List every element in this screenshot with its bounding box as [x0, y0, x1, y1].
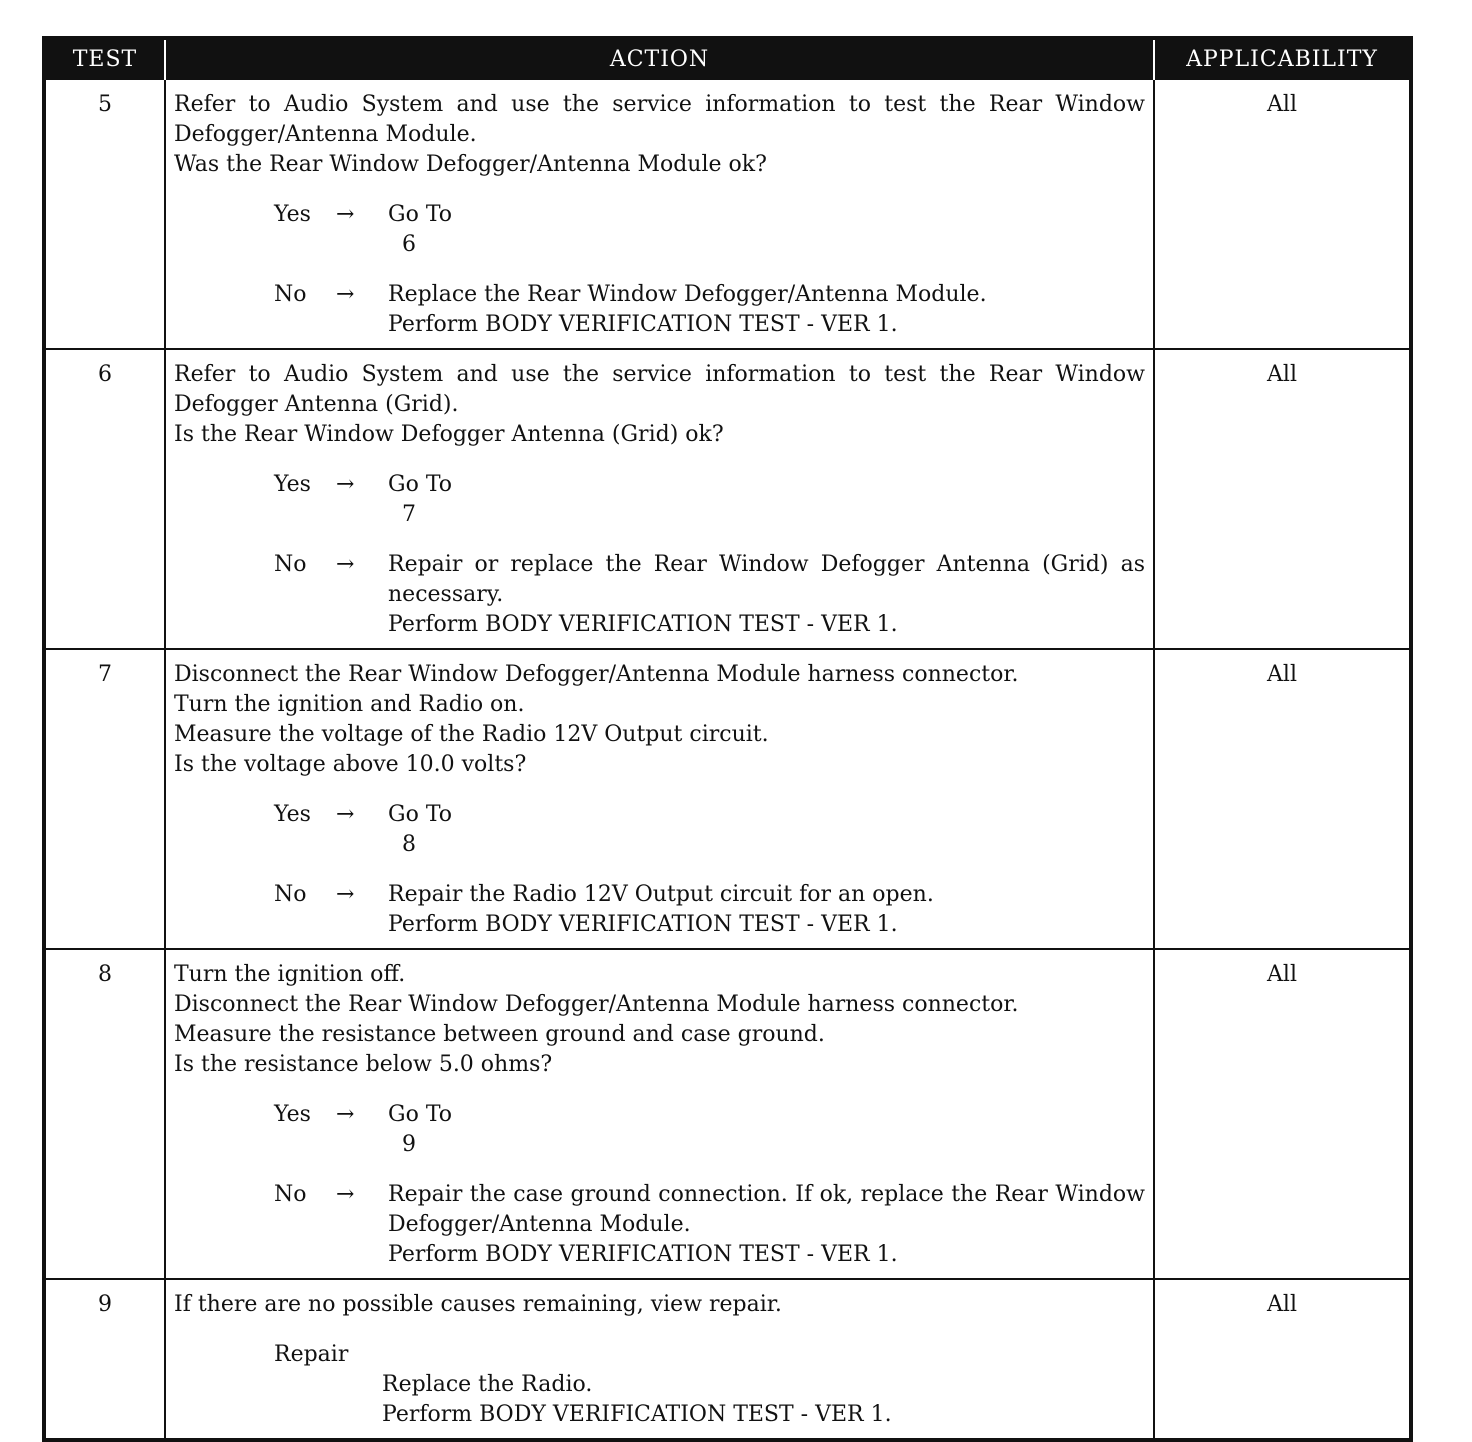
- test-number: 6: [44, 349, 165, 649]
- no-label: No: [274, 282, 307, 307]
- action-question: Was the Rear Window Defogger/Antenna Module ok?: [174, 152, 767, 177]
- no-label: No: [274, 552, 307, 577]
- right-arrow-icon: →: [336, 1102, 355, 1127]
- no-result-line: Perform BODY VERIFICATION TEST - VER 1.: [388, 312, 898, 337]
- repair-line: Perform BODY VERIFICATION TEST - VER 1.: [382, 1402, 892, 1427]
- action-step: If there are no possible causes remaining, view repair.: [174, 1292, 782, 1317]
- applicability-value: All: [1154, 79, 1411, 349]
- action-cell: [165, 79, 1154, 349]
- action-step: Turn the ignition off.: [174, 962, 406, 987]
- no-branch: [174, 1180, 1145, 1270]
- action-question: Is the resistance below 5.0 ohms?: [174, 1052, 553, 1077]
- goto-label: Go To: [388, 802, 453, 827]
- yes-branch: [174, 200, 1145, 260]
- header-row: [44, 38, 1411, 79]
- table-row: [44, 79, 1411, 349]
- applicability-value: All: [1154, 1279, 1411, 1440]
- yes-branch: [174, 1100, 1145, 1160]
- no-result-line: Replace the Rear Window Defogger/Antenna Module.: [388, 282, 987, 307]
- action-question: Is the voltage above 10.0 volts?: [174, 752, 527, 777]
- action-step: Refer to Audio System and use the service information to test the Rear Window Defogger/Antenna Module.: [174, 92, 1145, 147]
- yes-label: Yes: [274, 202, 311, 227]
- goto-test-link[interactable]: 6: [402, 232, 416, 257]
- test-number: 5: [44, 79, 165, 349]
- no-result-line: Perform BODY VERIFICATION TEST - VER 1.: [388, 912, 898, 937]
- action-step: Disconnect the Rear Window Defogger/Antenna Module harness connector.: [174, 662, 1019, 687]
- table-body: [44, 79, 1411, 1440]
- no-result: [388, 550, 1145, 640]
- yes-branch: [174, 470, 1145, 530]
- action-cell: [165, 949, 1154, 1279]
- right-arrow-icon: →: [336, 202, 355, 227]
- table-row: [44, 649, 1411, 949]
- no-result-line: Perform BODY VERIFICATION TEST - VER 1.: [388, 1242, 898, 1267]
- action-cell: [165, 1279, 1154, 1440]
- diagnostic-procedure-page: [42, 36, 1409, 1442]
- action-question: Is the Rear Window Defogger Antenna (Grid) ok?: [174, 422, 724, 447]
- table-row: [44, 949, 1411, 1279]
- applicability-value: All: [1154, 949, 1411, 1279]
- test-number: 8: [44, 949, 165, 1279]
- repair-line: Replace the Radio.: [382, 1372, 593, 1397]
- no-result-line: Repair the Radio 12V Output circuit for an open.: [388, 882, 934, 907]
- no-result: [388, 280, 1145, 340]
- right-arrow-icon: →: [336, 882, 355, 907]
- test-number: 7: [44, 649, 165, 949]
- header-action: ACTION: [165, 38, 1154, 79]
- no-result-line: Repair the case ground connection. If ok, replace the Rear Window Defogger/Antenna Module.: [388, 1182, 1145, 1237]
- right-arrow-icon: →: [336, 282, 355, 307]
- yes-branch: [174, 800, 1145, 860]
- repair-instructions: [382, 1370, 1145, 1430]
- action-step: Measure the resistance between ground and case ground.: [174, 1022, 825, 1047]
- goto-instruction: [388, 470, 1145, 530]
- table-header: [44, 38, 1411, 79]
- no-branch: [174, 550, 1145, 640]
- action-step: Turn the ignition and Radio on.: [174, 692, 525, 717]
- no-result-line: Perform BODY VERIFICATION TEST - VER 1.: [388, 612, 898, 637]
- right-arrow-icon: →: [336, 802, 355, 827]
- repair-label: Repair: [274, 1342, 349, 1367]
- action-step: Disconnect the Rear Window Defogger/Antenna Module harness connector.: [174, 992, 1019, 1017]
- right-arrow-icon: →: [336, 552, 355, 577]
- goto-test-link[interactable]: 7: [402, 502, 416, 527]
- no-label: No: [274, 882, 307, 907]
- no-result-line: Repair or replace the Rear Window Defogger Antenna (Grid) as necessary.: [388, 552, 1145, 607]
- no-result: [388, 880, 1145, 940]
- action-step: Measure the voltage of the Radio 12V Output circuit.: [174, 722, 769, 747]
- header-test: TEST: [44, 38, 165, 79]
- applicability-value: All: [1154, 349, 1411, 649]
- action-cell: [165, 649, 1154, 949]
- goto-test-link[interactable]: 8: [402, 832, 416, 857]
- table-row: [44, 1279, 1411, 1440]
- action-step: Refer to Audio System and use the service information to test the Rear Window Defogger Antenna (Grid).: [174, 362, 1145, 417]
- no-branch: [174, 880, 1145, 940]
- yes-label: Yes: [274, 1102, 311, 1127]
- no-label: No: [274, 1182, 307, 1207]
- goto-label: Go To: [388, 202, 453, 227]
- header-applicability: APPLICABILITY: [1154, 38, 1411, 79]
- test-number: 9: [44, 1279, 165, 1440]
- goto-label: Go To: [388, 472, 453, 497]
- goto-instruction: [388, 800, 1145, 860]
- goto-instruction: [388, 200, 1145, 260]
- right-arrow-icon: →: [336, 1182, 355, 1207]
- goto-label: Go To: [388, 1102, 453, 1127]
- test-procedure-table: [42, 36, 1413, 1442]
- table-row: [44, 349, 1411, 649]
- action-cell: [165, 349, 1154, 649]
- applicability-value: All: [1154, 649, 1411, 949]
- no-branch: [174, 280, 1145, 340]
- goto-instruction: [388, 1100, 1145, 1160]
- goto-test-link[interactable]: 9: [402, 1132, 416, 1157]
- yes-label: Yes: [274, 802, 311, 827]
- no-result: [388, 1180, 1145, 1270]
- right-arrow-icon: →: [336, 472, 355, 497]
- yes-label: Yes: [274, 472, 311, 497]
